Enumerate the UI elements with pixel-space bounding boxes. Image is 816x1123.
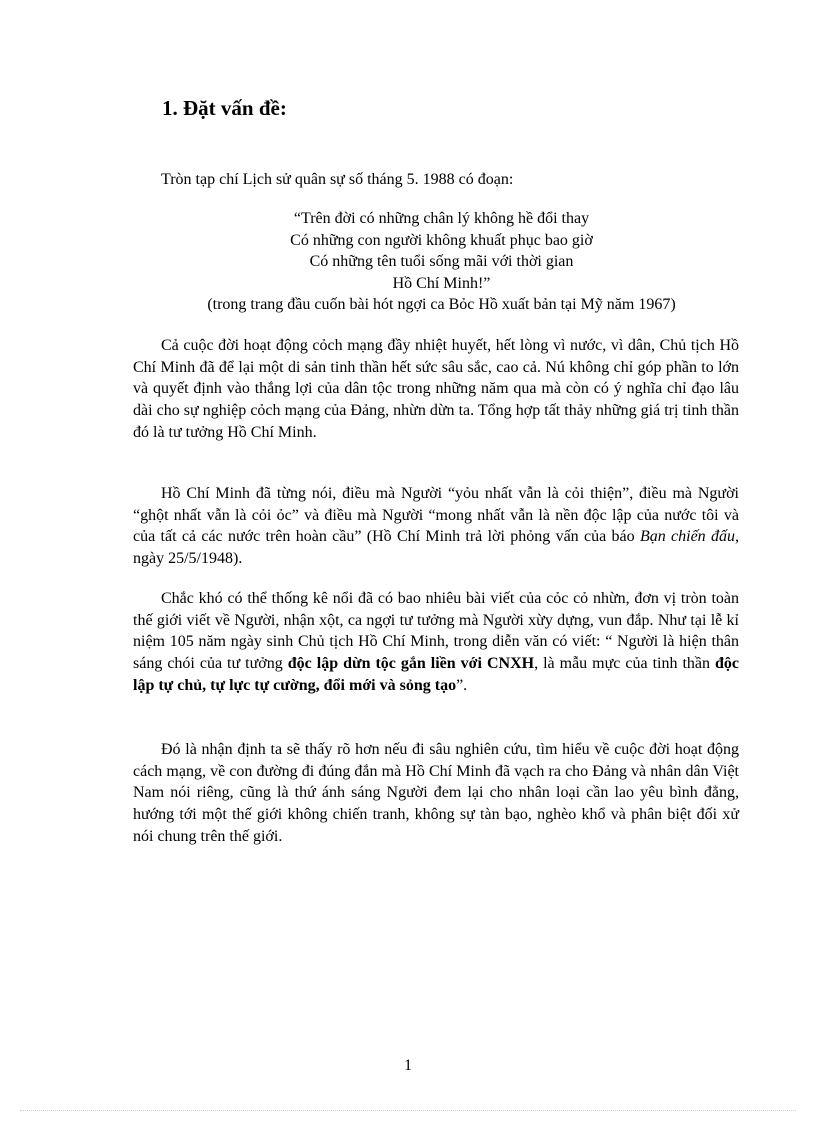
paragraph-3 <box>133 588 739 697</box>
paragraph-3-text: Chắc khó có thể thống kê nổi đã có bao nhiêu bài viết của cỏc cỏ nhừn, đơn vị tròn toàn thế giới viết về Người, nhận xột, ca ngợi tư tưởng mà Người xừy dựng, vun đắp. Như tại lễ kỉ niệm 105 năm ngày sinh Chủ tịch Hồ Chí Minh, trong diễn văn có viết: “ Người là hiện thân sáng chói của tư tưởng <box>133 590 739 673</box>
paragraph-3-text-end: ”. <box>456 676 468 694</box>
emphasis-self-reliance: độc lập tự chủ, tự lực tự cường, đổi mới và sỏng tạo <box>133 655 740 694</box>
intro-sentence: Tròn tạp chí Lịch sử quân sự số tháng 5. 1988 có đoạn: <box>161 171 514 188</box>
quote-source: (trong trang đầu cuốn bài hót ngợi ca Bỏc Hồ xuất bản tại Mỹ năm 1967) <box>207 296 676 313</box>
paragraph-4: Đó là nhận định ta sẽ thấy rõ hơn nếu đi sâu nghiên cứu, tìm hiểu về cuộc đời hoạt động cách mạng, về con đường đi đúng đắn mà Hồ Chí Minh đã vạch ra cho Đảng và nhân dân Việt Nam nói riêng, cũng là thứ ánh sáng Người đem lại cho nhân loại cần lao yêu bình đẳng, hướng tới một thế giới không chiến tranh, không sự tàn bạo, nghèo khổ và phân biệt đối xử nói chung trên thế giới. <box>133 741 739 845</box>
paragraph-1: Cả cuộc đời hoạt động cỏch mạng đầy nhiệt huyết, hết lòng vì nước, vì dân, Chủ tịch Hồ Chí Minh đã để lại một di sản tinh thần hết sức sâu sắc, cao cả. Nú không chỉ góp phần to lớn và quyết định vào thắng lợi của dân tộc trong những năm qua mà còn có ý nghĩa chỉ đạo lâu dài cho sự nghiệp cỏch mạng của Đảng, nhừn dừn ta. Tổng hợp tất thảy những giá trị tinh thần đó là tư tưởng Hồ Chí Minh. <box>133 337 739 441</box>
emphasis-independence-socialism: độc lập dừn tộc gắn liền với CNXH <box>287 655 535 673</box>
paragraph-2 <box>133 483 739 570</box>
quote-line: “Trên đời có những chân lý không hề đổi thay <box>293 210 590 227</box>
page-bottom-divider <box>20 1110 796 1111</box>
poem-quote <box>133 208 750 316</box>
newspaper-title: Bạn chiến đấu <box>639 528 735 546</box>
page-number: 1 <box>404 1057 412 1074</box>
quote-line: Có những con người không khuất phục bao giờ <box>290 231 593 249</box>
paragraph-2-text-end: , ngày 25/5/1948). <box>133 528 739 568</box>
paragraph-3-text-mid: , là mẫu mực của tinh thần <box>534 655 716 673</box>
section-heading: 1. Đặt vấn đề: <box>162 96 287 120</box>
quote-line: Có những tên tuổi sống mãi với thời gian <box>309 253 574 270</box>
quote-line: Hồ Chí Minh!” <box>392 274 491 292</box>
paragraph-2-text: Hồ Chí Minh đã từng nói, điều mà Người “yỏu nhất vẫn là cỏi thiện”, điều mà Người “ghột nhất vẫn là cỏi ỏc” và điều mà Người “mong nhất vẫn là nền độc lập của nước tôi và của tất cả các nước trên hoàn cầu” (Hồ Chí Minh trả lời phỏng vấn của báo <box>133 485 739 546</box>
